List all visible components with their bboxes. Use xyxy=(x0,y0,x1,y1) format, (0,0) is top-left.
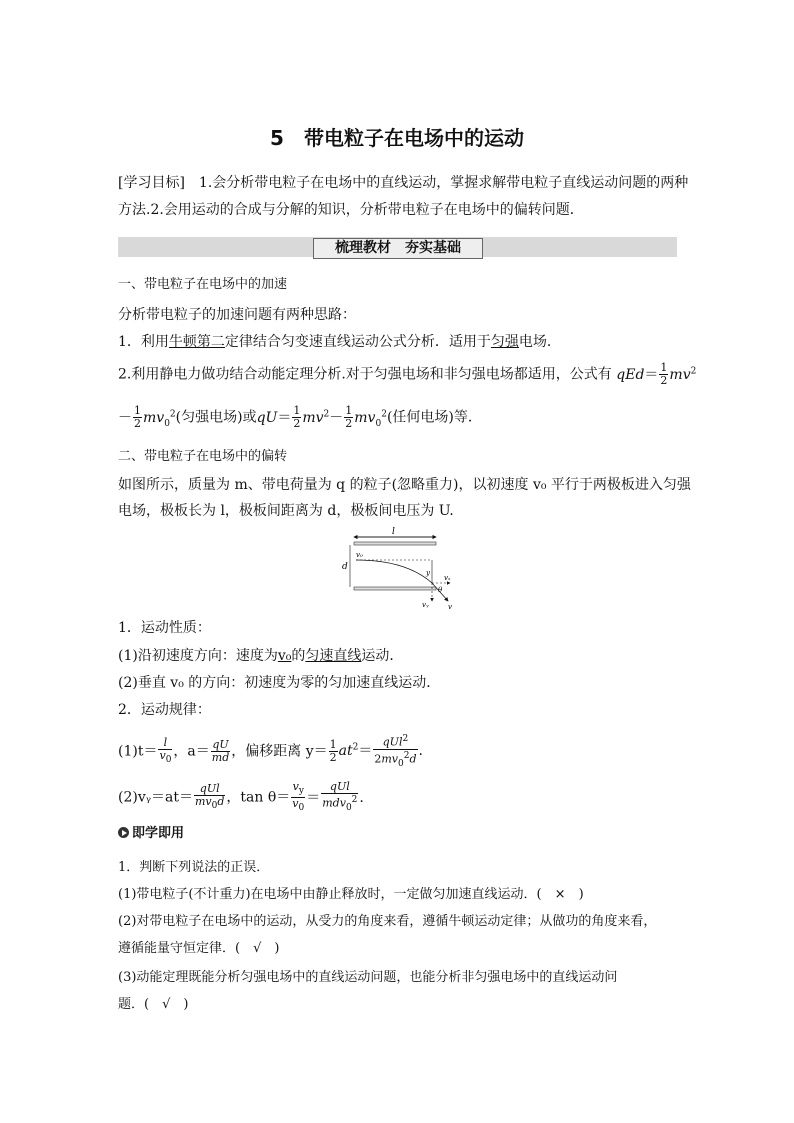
statement2-close: ) xyxy=(274,941,280,956)
formula-minus-half-mv0: － $\frac{1}{2}$ $mv_0^2$ xyxy=(118,404,176,431)
practice-question: 1．判断下列说法的正误． xyxy=(118,860,270,875)
section1-heading: 一、带电粒子在电场中的加速 xyxy=(118,277,288,292)
objectives-label: [学习目标] xyxy=(118,175,185,191)
practice-statement-3a: (3)动能定理既能分析匀强电场中的直线运动问题，也能分析非匀强电场中的直线运动问 xyxy=(118,970,618,985)
upper-plate xyxy=(354,542,436,545)
item1-underline-uniform: 匀强 xyxy=(490,334,519,350)
label-vx: vₓ xyxy=(444,574,451,582)
section2-para-1: 如图所示，质量为 m、带电荷量为 q 的粒子(忽略重力)，以初速度 v₀ 平行于两极板进入匀强 xyxy=(118,477,691,493)
practice-statement-2b xyxy=(118,940,678,958)
practice-statement-2a: (2)对带电粒子在电场中的运动，从受力的角度来看，遵循牛顿运动定律；从做功的角度来看， xyxy=(118,914,657,929)
label-y: y xyxy=(426,569,430,577)
objectives-text-1: 1.会分析带电粒子在电场中的直线运动，掌握求解带电粒子直线运动问题的两种 xyxy=(184,175,689,191)
section1-item2-line1 xyxy=(118,361,697,388)
law1-text-a: (1)t＝ xyxy=(118,743,158,760)
statement2-answer: √ xyxy=(253,941,262,956)
statement1-close: ) xyxy=(578,887,584,902)
section1-intro: 分析带电粒子的加速问题有两种思路： xyxy=(118,307,356,323)
section1-item2-line2 xyxy=(118,405,678,432)
nature1-text-a: (1)沿初速度方向：速度为 xyxy=(118,648,278,664)
trajectory xyxy=(356,560,432,583)
deflection-diagram xyxy=(336,525,466,613)
formula-qU: qU＝ $\frac{1}{2}$ $mv^2-$ $\frac{1}{2}$ $mv_0^2$ xyxy=(256,404,387,431)
item2-text-a: 2.利用静电力做功结合动能定理分析.对于匀强电场和非匀强电场都适用，公式有 xyxy=(118,366,612,383)
statement1-text: (1)带电粒子(不计重力)在电场中由静止释放时，一定做匀加速直线运动．( xyxy=(118,887,542,902)
statement3-close: ) xyxy=(183,997,189,1012)
nature1-text-b: 的 xyxy=(291,648,306,664)
section-banner: 梳理教材 夯实基础 xyxy=(313,238,483,259)
law1-text-c: ，偏移距离 y＝ xyxy=(231,743,328,760)
frac-l-over-v0: $\frac{l}{v_0}$ xyxy=(159,735,172,765)
section2-para-2: 电场，极板长为 l，极板间距离为 d，极板间电压为 U. xyxy=(118,503,454,519)
item1-text-c: 电场． xyxy=(518,334,561,350)
practice-statement-3b xyxy=(118,996,678,1014)
law-item-2 xyxy=(118,781,678,814)
play-circle-icon xyxy=(118,827,129,838)
label-v0: v₀ xyxy=(356,551,363,559)
practice-heading: 即学即用 xyxy=(132,826,185,841)
label-d: d xyxy=(342,562,348,572)
item1-text-a: 1．利用 xyxy=(118,334,169,350)
statement3-text: 题．( xyxy=(118,997,150,1012)
practice-heading-row xyxy=(118,825,678,843)
law1-text-b: ，a＝ xyxy=(173,743,210,760)
section2-heading: 二、带电粒子在电场中的偏转 xyxy=(118,449,288,464)
objectives-line-1 xyxy=(118,174,689,192)
item2-text-b: (匀强电场)或 xyxy=(175,409,257,426)
frac-qUl-over-mv0d: $\frac{\text{qUl}}{mv_0d}$ xyxy=(194,782,225,812)
law-item-1 xyxy=(118,733,678,770)
label-l: l xyxy=(392,527,395,537)
law2-text-b: ，tan θ＝ xyxy=(226,789,291,806)
section1-item1 xyxy=(118,333,678,351)
lower-plate xyxy=(354,587,436,590)
statement1-answer: × xyxy=(554,887,566,902)
nature-item-2: (2)垂直 v₀ 的方向：初速度为零的匀加速直线运动． xyxy=(118,675,441,691)
nature-item-1 xyxy=(118,647,678,665)
law-title: 2．运动规律： xyxy=(118,702,211,718)
statement3-answer: √ xyxy=(162,997,171,1012)
nature-title: 1．运动性质： xyxy=(118,620,211,636)
nature1-underline-uniform: 匀速直线 xyxy=(305,648,362,664)
formula-qEd: qEd＝ $\frac{1}{2}$ $mv^2$ xyxy=(616,361,697,388)
law2-text-a: (2)vᵧ＝at＝ xyxy=(118,789,193,806)
statement2-text: 遵循能量守恒定律．( xyxy=(118,941,241,956)
formula-tan: $\frac{v_y}{v_0}$ ＝ $\frac{\text{qUl}}{mdv_0^2}$ . xyxy=(292,780,364,814)
practice-statement-1 xyxy=(118,886,678,904)
frac-qU-over-md: $\frac{qU}{md}$ xyxy=(211,737,230,764)
item1-text-b: 定律结合匀变速直线运动公式分析．适用于 xyxy=(224,334,491,350)
item1-underline-newton: 牛顿第二 xyxy=(168,334,225,350)
label-v: v xyxy=(448,603,452,611)
item2-text-c: (任何电场)等． xyxy=(386,409,482,426)
label-vy: vᵧ xyxy=(422,601,429,609)
nature1-underline-v0: v₀ xyxy=(277,648,292,664)
nature1-text-c: 运动． xyxy=(361,648,404,664)
formula-y: $\frac{1}{2}$ $at^2=$ $\frac{qUl^2}{2mv_0^2d}$ . xyxy=(329,734,423,769)
label-theta: θ xyxy=(438,586,443,594)
page-title: 5 带电粒子在电场中的运动 xyxy=(270,126,524,150)
objectives-line-2: 方法.2.会用运动的合成与分解的知识，分析带电粒子在电场中的偏转问题． xyxy=(118,202,584,218)
